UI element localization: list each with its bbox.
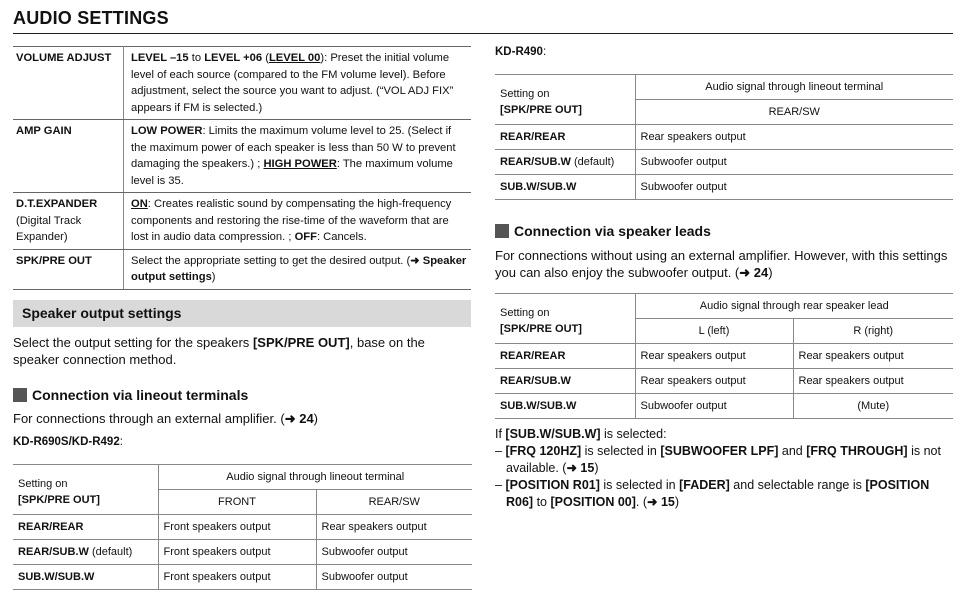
table-cell: Rear speakers output: [635, 344, 793, 369]
setting-key: D.T.EXPANDER (Digital Track Expander): [13, 193, 124, 250]
setting-description: Select the appropriate setting to get the desired output. (➜ Speaker output settings): [124, 249, 472, 289]
speaker-leads-heading-text: Connection via speaker leads: [514, 223, 711, 239]
table-cell: (Mute): [793, 394, 953, 419]
table-cell: Front speakers output: [158, 540, 316, 565]
column-header: REAR/SW: [316, 490, 472, 515]
setting-description: LOW POWER: Limits the maximum volume level to 25. (Select if the maximum power of each speaker is less than 50 W to prevent damaging the speakers.) ; HIGH POWER: The maximum volume level is 35.: [124, 120, 472, 193]
table-cell: Rear speakers output: [635, 369, 793, 394]
model-kd-r490: KD-R490:: [495, 46, 547, 58]
group-header: Audio signal through lineout terminal: [158, 465, 472, 490]
row-label: REAR/SUB.W (default): [13, 540, 158, 565]
table-row: [495, 394, 953, 419]
table-cell: Subwoofer output: [316, 540, 472, 565]
table-cell: Front speakers output: [158, 515, 316, 540]
setting-description: ON: Creates realistic sound by compensating the high-frequency components and restoring the rise-time of the waveform that are lost in audio data compression. ; OFF: Cancels.: [124, 193, 472, 250]
speaker-leads-signal-table: [495, 293, 953, 419]
row-label: REAR/REAR: [13, 515, 158, 540]
lineout-signal-table: [13, 464, 472, 590]
table-row: [495, 344, 953, 369]
column-header: R (right): [793, 319, 953, 344]
setting-row: [13, 249, 471, 289]
setting-on-label: Setting on [SPK/PRE OUT]: [495, 294, 635, 344]
setting-key: VOLUME ADJUST: [13, 47, 124, 120]
sub-w-note: [495, 426, 945, 511]
row-label: SUB.W/SUB.W: [495, 394, 635, 419]
setting-on-label: Setting on [SPK/PRE OUT]: [495, 75, 635, 125]
lineout-heading-text: Connection via lineout terminals: [32, 387, 249, 403]
table-row: [495, 369, 953, 394]
column-header: REAR/SW: [635, 100, 953, 125]
audio-settings-table: [13, 46, 471, 290]
speaker-output-intro: Select the output setting for the speakers [SPK/PRE OUT], base on the speaker connection method.: [13, 335, 425, 367]
table-row: [495, 175, 953, 200]
note-bullet: – [FRQ 120HZ] is selected in [SUBWOOFER LPF] and [FRQ THROUGH] is not available. (➜ 15): [495, 444, 941, 475]
group-header: Audio signal through lineout terminal: [635, 75, 953, 100]
note-intro: If [SUB.W/SUB.W] is selected:: [495, 427, 667, 441]
table-row: [495, 150, 953, 175]
group-header: Audio signal through rear speaker lead: [635, 294, 953, 319]
row-label: SUB.W/SUB.W: [13, 565, 158, 590]
table-row: [495, 125, 953, 150]
kd-r490-signal-table: [495, 74, 953, 200]
column-header: FRONT: [158, 490, 316, 515]
setting-on-label: Setting on [SPK/PRE OUT]: [13, 465, 158, 515]
speaker-leads-heading: [495, 223, 711, 239]
row-label: REAR/SUB.W (default): [495, 150, 635, 175]
setting-row: [13, 120, 471, 193]
table-cell: Subwoofer output: [635, 150, 953, 175]
setting-key: AMP GAIN: [13, 120, 124, 193]
speaker-leads-desc: For connections without using an external amplifier. However, with this settings you can also enjoy the subwoofer output. (➜ 24): [495, 248, 948, 280]
table-cell: Subwoofer output: [635, 394, 793, 419]
lineout-heading: [13, 387, 248, 403]
table-cell: Rear speakers output: [635, 125, 953, 150]
speaker-output-heading: Speaker output settings: [22, 305, 182, 321]
row-label: SUB.W/SUB.W: [495, 175, 635, 200]
page-title: AUDIO SETTINGS: [13, 8, 169, 28]
table-row: [13, 565, 472, 590]
setting-description: LEVEL –15 to LEVEL +06 (LEVEL 00): Preset the initial volume level of each source (compared to the FM volume level). Before adjustment, select the source you want to adjust. (“VOL ADJ FIX” appears if FM is selected.): [124, 47, 472, 120]
column-header: L (left): [635, 319, 793, 344]
model-kd-r690s: KD-R690S/KD-R492:: [13, 436, 123, 448]
table-cell: Rear speakers output: [793, 369, 953, 394]
section-square-icon: [13, 388, 27, 402]
setting-row: [13, 193, 471, 250]
table-cell: Subwoofer output: [635, 175, 953, 200]
table-cell: Subwoofer output: [316, 565, 472, 590]
section-square-icon: [495, 224, 509, 238]
table-cell: Rear speakers output: [793, 344, 953, 369]
lineout-desc: For connections through an external amplifier. (➜ 24): [13, 411, 319, 426]
title-divider: [13, 33, 953, 34]
table-row: [13, 540, 472, 565]
row-label: REAR/REAR: [495, 125, 635, 150]
row-label: REAR/REAR: [495, 344, 635, 369]
table-cell: Rear speakers output: [316, 515, 472, 540]
table-cell: Front speakers output: [158, 565, 316, 590]
table-row: [13, 515, 472, 540]
setting-key: SPK/PRE OUT: [13, 249, 124, 289]
row-label: REAR/SUB.W: [495, 369, 635, 394]
setting-row: [13, 47, 471, 120]
note-bullet: – [POSITION R01] is selected in [FADER] and selectable range is [POSITION R06] to [POSITION 00]. (➜ 15): [495, 478, 930, 509]
speaker-output-banner: [13, 300, 471, 327]
